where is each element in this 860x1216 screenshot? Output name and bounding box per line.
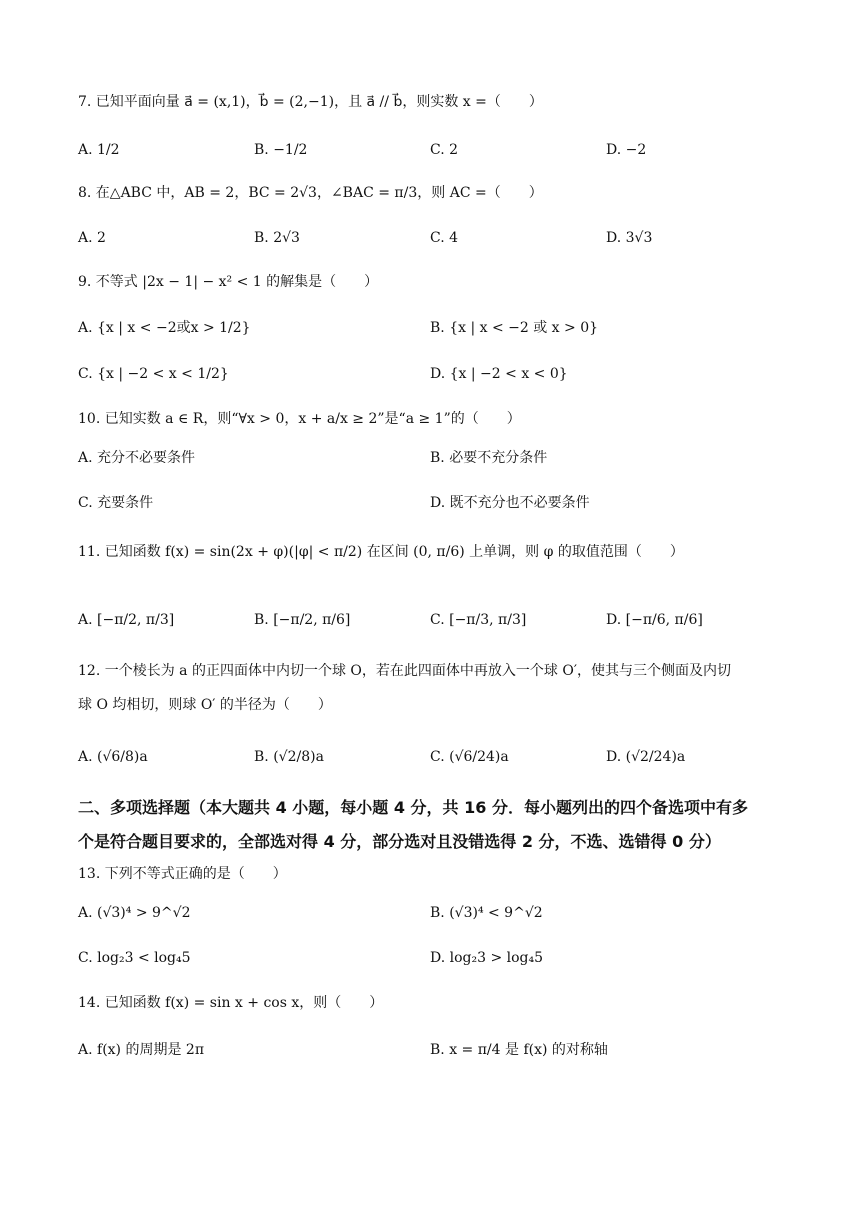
question-10-option-b: B. 必要不充分条件 [430,450,548,466]
question-10-option-a: A. 充分不必要条件 [78,450,196,466]
question-12-stem-line-1: 12. 一个棱长为 a 的正四面体中内切一个球 O，若在此四面体中再放入一个球 O′，使其与三个侧面及内切 [78,663,731,679]
question-13-option-c: C. log₂3 < log₄5 [78,950,191,966]
question-10-option-d: D. 既不充分也不必要条件 [430,495,590,511]
question-12-option-b: B. (√2/8)a [254,749,324,765]
question-11-stem: 11. 已知函数 f(x) = sin(2x + φ)(|φ| < π/2) 在区间 (0, π/6) 上单调，则 φ 的取值范围（ ） [78,544,684,560]
question-10-stem: 10. 已知实数 a ∈ R，则“∀x > 0，x + a/x ≥ 2”是“a ≥ 1”的（ ） [78,411,521,427]
question-13-stem: 13. 下列不等式正确的是（ ） [78,866,287,882]
question-8-option-c: C. 4 [430,230,459,246]
question-11-option-c: C. [−π/3, π/3] [430,612,527,628]
question-13-option-d: D. log₂3 > log₄5 [430,950,544,966]
question-13-option-b: B. (√3)⁴ < 9^√2 [430,905,543,921]
question-12-stem-line-2: 球 O 均相切，则球 O′ 的半径为（ ） [78,697,332,713]
question-13-option-a: A. (√3)⁴ > 9^√2 [78,905,191,921]
question-8-option-d: D. 3√3 [606,230,653,246]
question-7-option-d: D. −2 [606,142,647,158]
question-11-option-b: B. [−π/2, π/6] [254,612,351,628]
question-11-option-a: A. [−π/2, π/3] [78,612,175,628]
question-7-option-b: B. −1/2 [254,142,308,158]
question-12-option-a: A. (√6/8)a [78,749,148,765]
question-7-option-a: A. 1/2 [78,142,120,158]
question-7-option-c: C. 2 [430,142,459,158]
question-8-option-b: B. 2√3 [254,230,300,246]
question-10-option-c: C. 充要条件 [78,495,154,511]
question-8-stem: 8. 在△ABC 中，AB = 2，BC = 2√3，∠BAC = π/3，则 AC =（ ） [78,185,543,201]
question-14-stem: 14. 已知函数 f(x) = sin x + cos x，则（ ） [78,995,384,1011]
question-14-option-b: B. x = π/4 是 f(x) 的对称轴 [430,1042,608,1058]
question-11-option-d: D. [−π/6, π/6] [606,612,703,628]
section-2-heading-line-2: 个是符合题目要求的，全部选对得 4 分，部分选对且没错选得 2 分，不选、选错得 0 分） [78,832,721,851]
question-9-option-b: B. {x | x < −2 或 x > 0} [430,320,599,336]
question-14-option-a: A. f(x) 的周期是 2π [78,1042,205,1058]
question-9-option-d: D. {x | −2 < x < 0} [430,366,568,382]
question-7-stem: 7. 已知平面向量 a⃗ = (x,1)，b⃗ = (2,−1)，且 a⃗ // b⃗，则实数 x =（ ） [78,94,543,110]
question-9-option-c: C. {x | −2 < x < 1/2} [78,366,229,382]
section-2-heading-line-1: 二、多项选择题（本大题共 4 小题，每小题 4 分，共 16 分．每小题列出的四个备选项中有多 [78,798,748,817]
question-12-option-d: D. (√2/24)a [606,749,686,765]
question-9-stem: 9. 不等式 |2x − 1| − x² < 1 的解集是（ ） [78,274,379,290]
question-9-option-a: A. {x | x < −2或x > 1/2} [78,320,251,336]
question-8-option-a: A. 2 [78,230,106,246]
question-12-option-c: C. (√6/24)a [430,749,509,765]
